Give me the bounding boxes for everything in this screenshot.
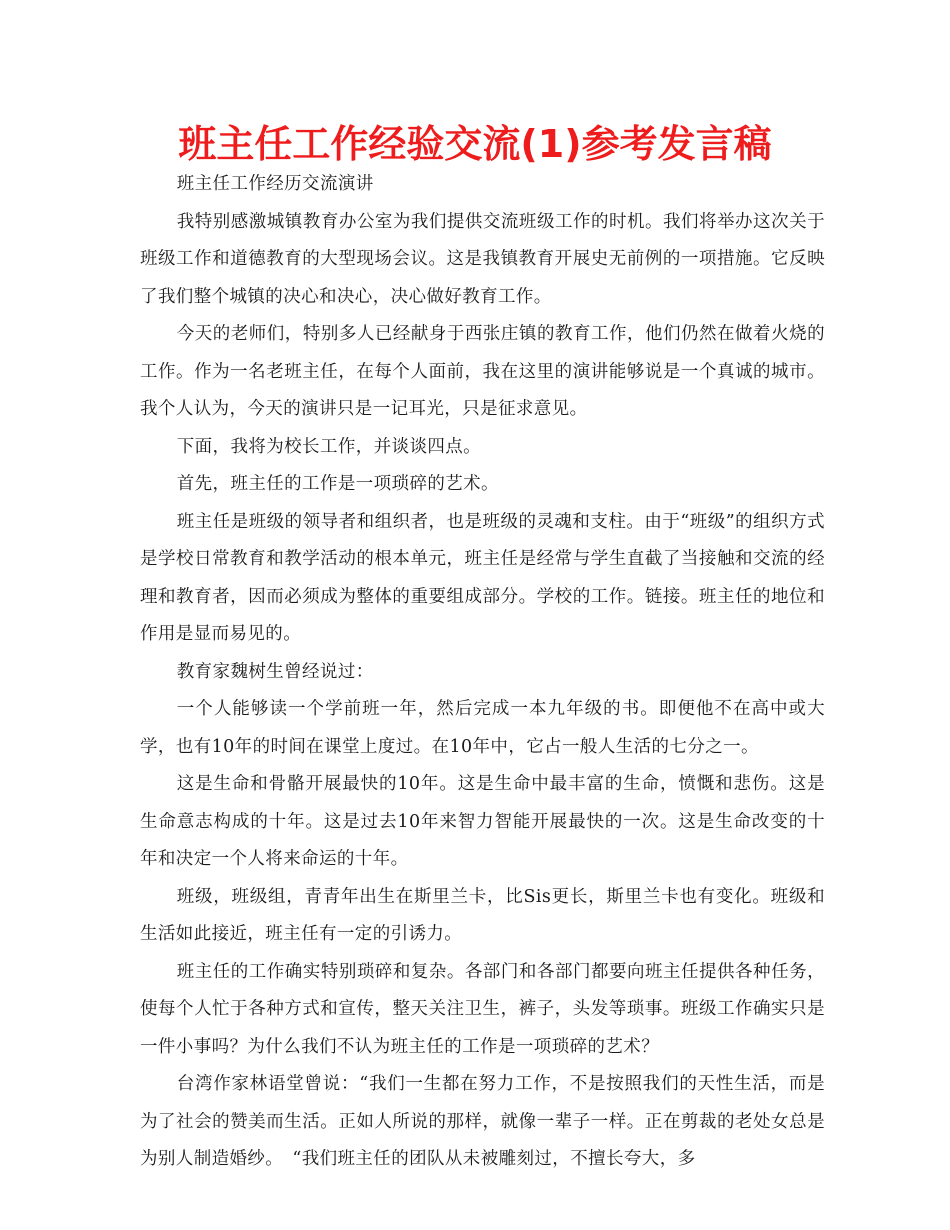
paragraph: 班主任工作经历交流演讲 bbox=[176, 174, 374, 194]
paragraph: 这是生命和骨骼开展最快的10年。这是生命中最丰富的生命，愤慨和悲伤。这是生命意志构成的十年。这是过去10年来智力智能开展最快的一次。这是生命改变的十年和决定一个人将来命运的十年。 bbox=[140, 774, 825, 869]
paragraph: 首先，班主任的工作是一项琐碎的艺术。 bbox=[176, 474, 499, 494]
paragraph: 台湾作家林语堂曾说：“我们一生都在努力工作，不是按照我们的天性生活，而是为了社会的赞美而生活。正如人所说的那样，就像一辈子一样。正在剪裁的老处女总是为别人制造婚纱。 “我们班主任的团队从未被雕刻过，不擅长夸大，多 bbox=[140, 1074, 825, 1169]
paragraph: 一个人能够读一个学前班一年，然后完成一本九年级的书。即便他不在高中或大学，也有10年的时间在课堂上度过。在10年中，它占一般人生活的七分之一。 bbox=[140, 699, 825, 757]
paragraph: 教育家魏树生曾经说过： bbox=[176, 661, 374, 682]
page-title: 班主任工作经验交流(1)参考发言稿 bbox=[178, 122, 772, 166]
paragraph: 班主任是班级的领导者和组织者，也是班级的灵魂和支柱。由于“班级”的组织方式是学校日常教育和教学活动的根本单元，班主任是经常与学生直截了当接触和交流的经理和教育者，因而必须成为整体的重要组成部分。学校的工作。链接。班主任的地位和作用是显而易见的。 bbox=[140, 511, 825, 644]
document-body bbox=[140, 166, 825, 1179]
paragraph: 下面，我将为校长工作，并谈谈四点。 bbox=[176, 436, 482, 457]
paragraph: 今天的老师们，特别多人已经献身于西张庄镇的教育工作，他们仍然在做着火烧的工作。作为一名老班主任，在每个人面前，我在这里的演讲能够说是一个真诚的城市。我个人认为，今天的演讲只是一记耳光，只是征求意见。 bbox=[140, 324, 825, 419]
paragraph: 班级，班级组，青青年出生在斯里兰卡，比Sis更长，斯里兰卡也有变化。班级和生活如此接近，班主任有一定的引诱力。 bbox=[140, 886, 825, 944]
paragraph: 我特别感激城镇教育办公室为我们提供交流班级工作的时机。我们将举办这次关于班级工作和道德教育的大型现场会议。这是我镇教育开展史无前例的一项措施。它反映了我们整个城镇的决心和决心，决心做好教育工作。 bbox=[140, 211, 825, 307]
paragraph: 班主任的工作确实特别琐碎和复杂。各部门和各部门都要向班主任提供各种任务，使每个人忙于各种方式和宣传，整天关注卫生，裤子，头发等琐事。班级工作确实只是一件小事吗？为什么我们不认为班主任的工作是一项琐碎的艺术？ bbox=[140, 961, 825, 1057]
